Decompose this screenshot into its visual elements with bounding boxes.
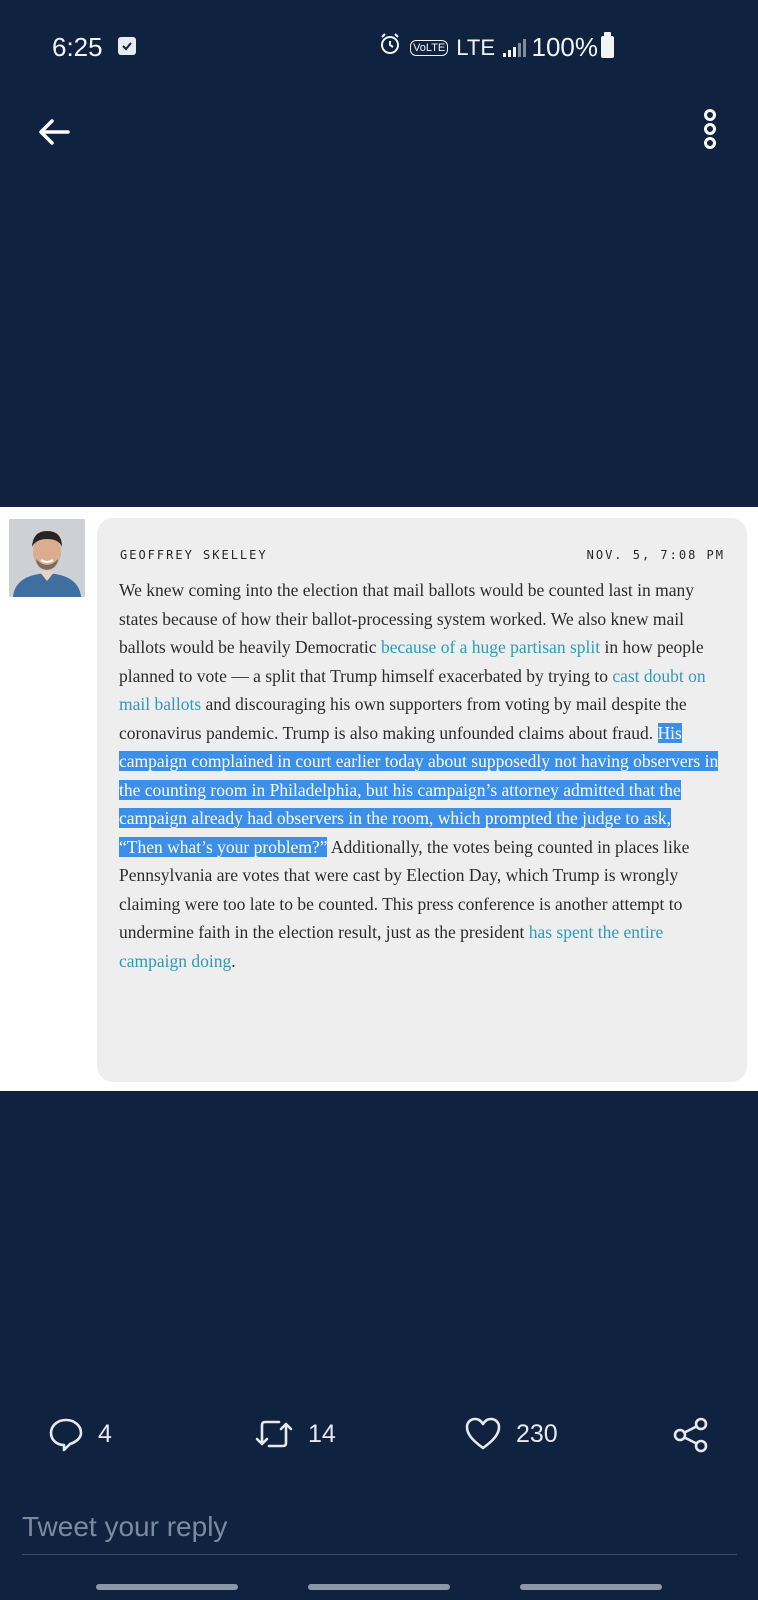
article-text: .: [231, 950, 236, 971]
battery-level: 100%: [531, 32, 598, 62]
like-count: 230: [516, 1419, 558, 1448]
nav-bar-handle[interactable]: [520, 1584, 662, 1590]
heart-icon: [464, 1416, 502, 1452]
tweet-image[interactable]: [0, 507, 758, 1091]
article-date: NOV. 5, 7:08 PM: [586, 548, 725, 562]
retweet-count: 14: [308, 1419, 336, 1448]
share-icon: [672, 1416, 710, 1454]
article-link: cast doubt on mail ballots: [119, 665, 706, 714]
article-link: because of a huge partisan split: [380, 637, 601, 657]
like-button[interactable]: [464, 1416, 558, 1452]
retweet-button[interactable]: [254, 1416, 336, 1452]
network-type: LTE: [456, 34, 495, 60]
article-text: We knew coming into the election that mail ballots would be counted last in many states because of how their ballot-processing system worked. We also knew mail ballots would be heavily Democratic: [119, 580, 694, 657]
back-arrow-icon: [34, 112, 74, 152]
signal-icon: [503, 39, 526, 57]
battery-icon: [601, 36, 614, 58]
reply-input[interactable]: [22, 1500, 737, 1555]
retweet-icon: [254, 1416, 294, 1452]
volte-badge: VoLTE: [410, 40, 448, 56]
author-avatar: [9, 519, 85, 597]
comment-icon: [48, 1416, 84, 1452]
alarm-icon: [378, 32, 402, 63]
quote-card: [97, 518, 747, 1082]
more-options-button[interactable]: [696, 108, 724, 154]
nav-bar-handle[interactable]: [308, 1584, 450, 1590]
article-text: Additionally, the votes being counted in places like Pennsylvania are votes that were cast by Election Day, which Trump is wrongly claiming were too late to be counted. This press conference is another attempt to undermine faith in the election result, just as the president: [119, 836, 690, 942]
notification-check-icon: [118, 37, 136, 55]
highlighted-text: His campaign complained in court earlier today about supposedly not having observers in the counting room in Philadelphia, but his campaign’s attorney admitted that the campaign already had observers in the room, which prompted the judge to ask, “Then what’s your problem?”: [119, 722, 719, 857]
article-text: and discouraging his own supporters from voting by mail despite the coronavirus pandemic. Trump is also making unfounded claims about fraud.: [119, 694, 687, 743]
share-button[interactable]: [672, 1416, 710, 1454]
status-icons: [378, 32, 526, 63]
article-author: GEOFFREY SKELLEY: [120, 548, 268, 562]
reply-count: 4: [98, 1419, 112, 1448]
tweet-actions: [0, 1416, 758, 1476]
article-text: in how people planned to vote — a split that Trump himself exacerbated by trying to: [119, 637, 704, 686]
nav-bar-handle[interactable]: [96, 1584, 238, 1590]
reply-button[interactable]: [48, 1416, 112, 1452]
article-body: [119, 576, 719, 975]
back-button[interactable]: [34, 112, 74, 152]
article-link: has spent the entire campaign doing: [119, 922, 664, 971]
top-bar: [0, 96, 758, 166]
status-bar: [0, 0, 758, 96]
status-time: 6:25: [52, 32, 103, 62]
more-vertical-icon: [696, 108, 724, 154]
